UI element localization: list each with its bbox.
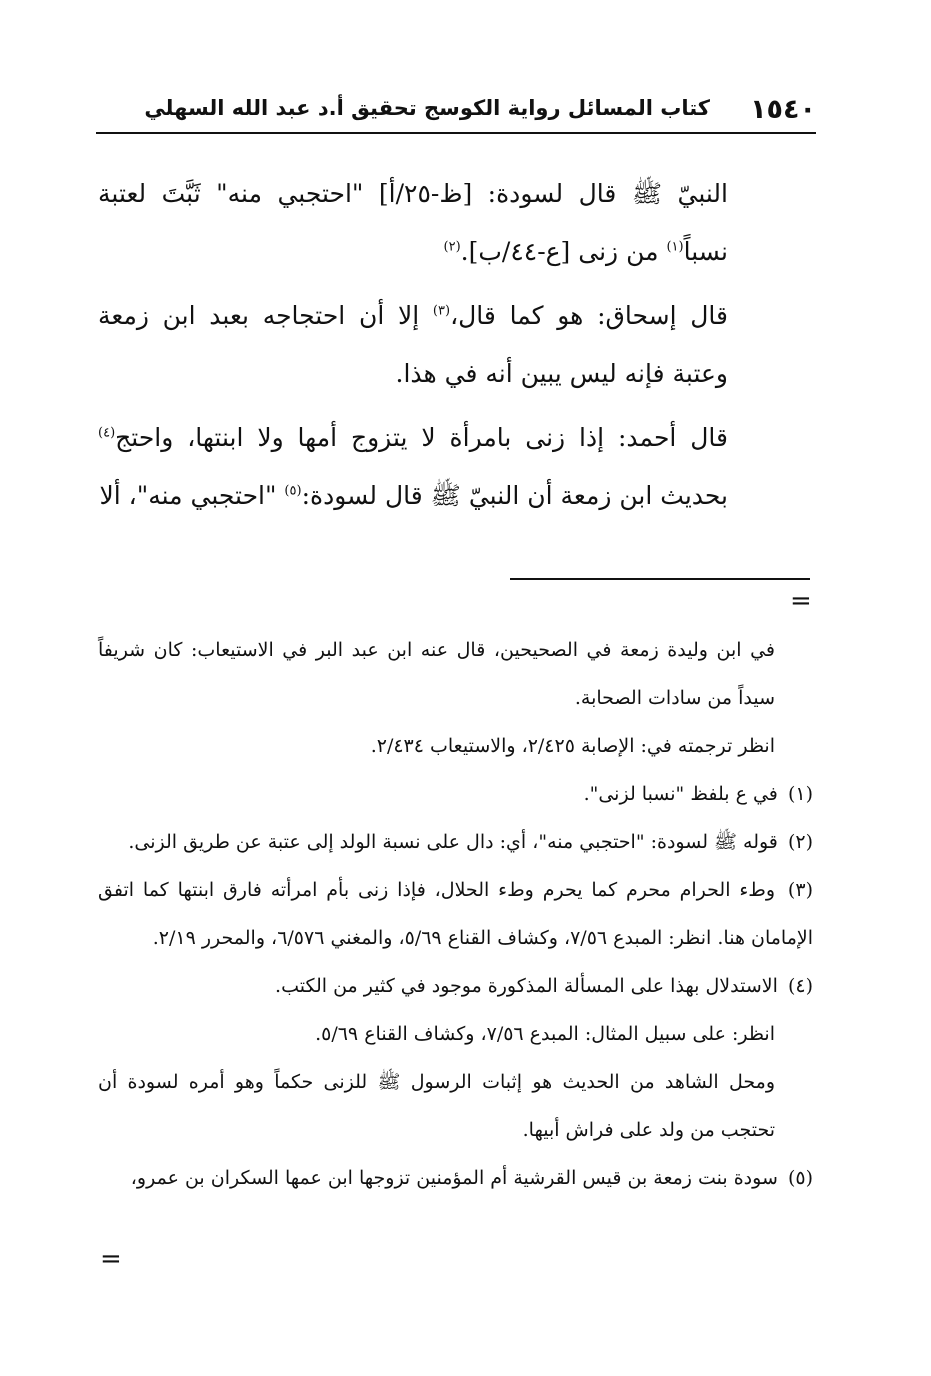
footnote-number: (٥) — [787, 1167, 813, 1189]
footnote-3 — [98, 866, 813, 962]
continuation-mark-end: = — [100, 1244, 122, 1274]
text-segment: النبيّ ﷺ قال لسودة: [ظ-٢٥/أ] "احتجبي منه" ثَبَّتَ لعتبة نسباً — [98, 179, 728, 266]
running-title: كتاب المسائل رواية الكوسج تحقيق أ.د عبد الله السهلي — [144, 96, 710, 120]
footnote-separator — [510, 578, 810, 580]
footnote-number: (٢) — [787, 831, 813, 853]
footnote-continuation: في ابن وليدة زمعة في الصحيحين، قال عنه ابن عبد البر في الاستيعاب: كان شريفاً سيداً من سادات الصحابة. — [98, 639, 775, 709]
footnote-ref: (٤) — [98, 425, 116, 441]
text-segment: بحديث ابن زمعة أن النبيّ ﷺ قال لسودة: — [301, 481, 728, 510]
text-segment: "احتجبي منه"، ألا — [99, 481, 285, 510]
footnote-number: (٤) — [787, 975, 813, 997]
main-paragraph — [98, 409, 728, 525]
text-segment: قال أحمد: إذا زنى بامرأة لا يتزوج أمها ولا ابنتها، واحتج — [115, 423, 728, 452]
text-segment: قال إسحاق: هو كما قال، — [450, 301, 729, 330]
footnote-number: (١) — [787, 783, 813, 805]
footnotes — [98, 626, 813, 1202]
text-segment: إلا أن احتجاجه بعبد ابن زمعة وعتبة فإنه ليس يبين أنه في هذا. — [98, 301, 728, 388]
footnote-text: سودة بنت زمعة بن قيس القرشية أم المؤمنين تزوجها ابن عمها السكران بن عمرو، — [130, 1167, 778, 1189]
header-rule — [96, 132, 816, 134]
footnote-text: في ع بلفظ "نسبا لزنى". — [583, 783, 778, 805]
footnote-ref: (٥) — [284, 483, 302, 499]
main-paragraph — [98, 287, 728, 403]
continuation-mark: = — [790, 586, 812, 616]
footnote-ref: (٣) — [432, 303, 451, 319]
footnote-4 — [98, 962, 813, 1010]
footnote-text: قوله ﷺ لسودة: "احتجبي منه"، أي: دال على نسبة الولد إلى عتبة عن طريق الزنى. — [128, 831, 778, 853]
footnote-continuation: انظر ترجمته في: الإصابة ٢/٤٢٥، والاستيعاب ٢/٤٣٤. — [370, 735, 775, 757]
footnote-1 — [98, 770, 813, 818]
footnote-4-reference: انظر: على سبيل المثال: المبدع ٧/٥٦، وكشاف القناع ٥/٦٩. — [315, 1023, 775, 1045]
footnote-4-note: ومحل الشاهد من الحديث هو إثبات الرسول ﷺ للزنى حكماً وهو أمره لسودة أن تحتجب من ولد على فراش أبيها. — [98, 1071, 775, 1141]
footnote-ref: (١) — [666, 239, 684, 255]
page-header — [96, 92, 816, 132]
footnote-number: (٣) — [787, 879, 813, 901]
main-text — [98, 165, 728, 531]
footnote-ref: (٢) — [443, 239, 461, 255]
text-segment: من زنى [ع-٤٤/ب]. — [460, 237, 667, 266]
footnote-5 — [98, 1154, 813, 1202]
main-paragraph — [98, 165, 728, 281]
footnote-2 — [98, 818, 813, 866]
footnote-text: وطء الحرام محرم كما يحرم وطء الحلال، فإذا زنى بأم امرأته فارق ابنتها كما اتفق الإمامان هنا. انظر: المبدع ٧/٥٦، وكشاف القناع ٥/٦٩، والمغني ٦/٥٧٦، والمحرر ٢/١٩. — [98, 879, 813, 949]
page-number: ١٥٤٠ — [750, 94, 816, 125]
footnote-text: الاستدلال بهذا على المسألة المذكورة موجود في كثير من الكتب. — [275, 975, 778, 997]
